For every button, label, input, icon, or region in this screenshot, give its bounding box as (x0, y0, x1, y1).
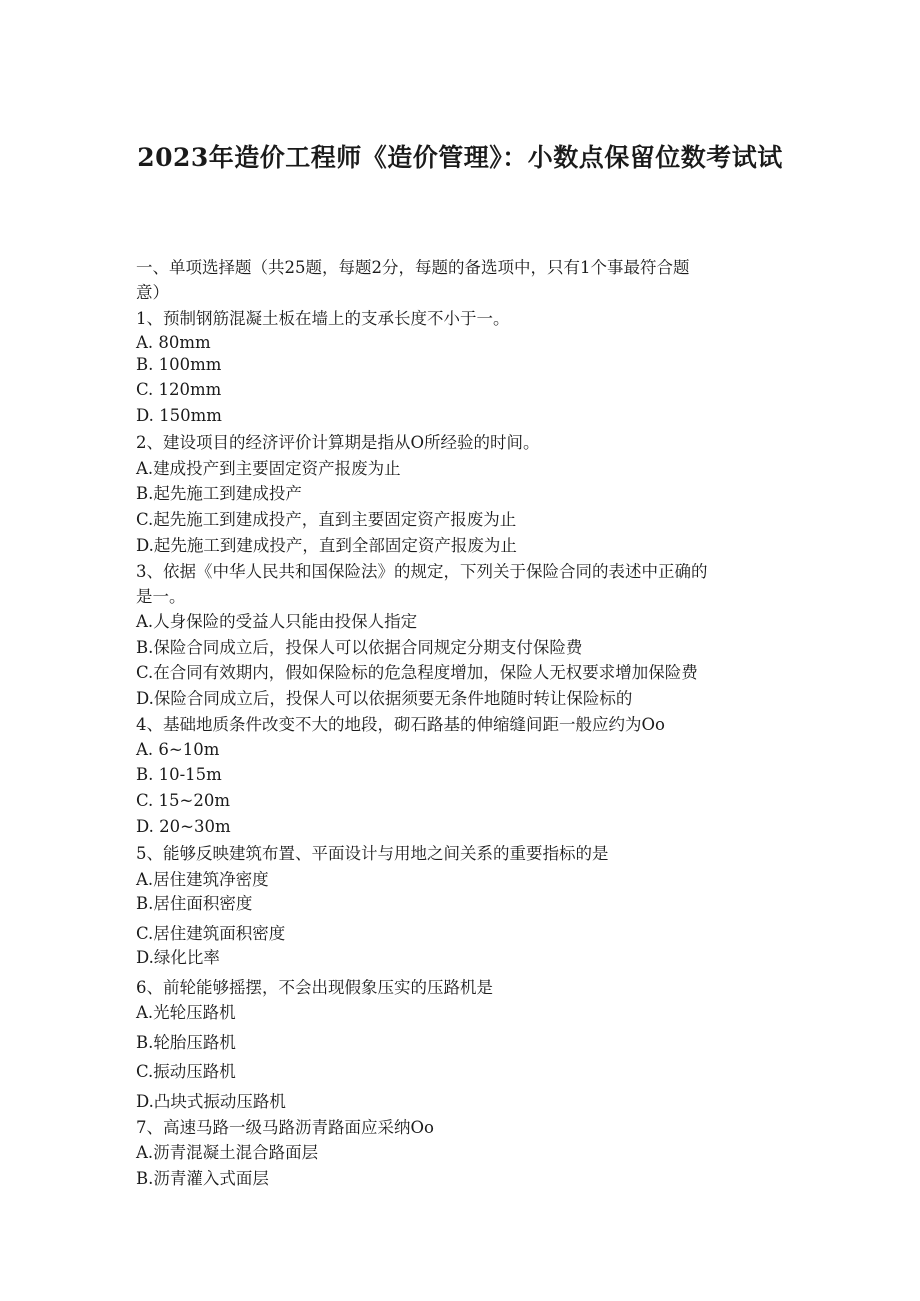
question-1-option-b: B. 100mm (136, 355, 222, 374)
question-2-option-a: A.建成投产到主要固定资产报废为止 (136, 459, 401, 478)
document-title: 2023年造价工程师《造价管理》：小数点保留位数考试试 (137, 143, 783, 172)
question-6-option-b: B.轮胎压路机 (136, 1033, 236, 1052)
question-4-option-c: C. 15~20m (136, 791, 230, 810)
question-3-stem-line-2: 是一。 (136, 587, 186, 606)
question-2-option-d: D.起先施工到建成投产，直到全部固定资产报废为止 (136, 536, 517, 555)
question-6-option-d: D.凸块式振动压路机 (136, 1092, 286, 1111)
question-7-stem: 7、高速马路一级马路沥青路面应采纳Oo (136, 1118, 434, 1137)
question-1-option-d: D. 150mm (136, 406, 222, 425)
question-5-option-a: A.居住建筑净密度 (136, 870, 269, 889)
question-2-option-b: B.起先施工到建成投产 (136, 484, 302, 503)
question-4-option-a: A. 6~10m (136, 740, 220, 759)
question-6-stem: 6、前轮能够摇摆，不会出现假象压实的压路机是 (136, 978, 493, 997)
question-3-option-d: D.保险合同成立后，投保人可以依据须要无条件地随时转让保险标的 (136, 689, 633, 708)
section-heading-line-2: 意） (136, 283, 169, 302)
question-5-option-b: B.居住面积密度 (136, 894, 253, 913)
question-4-option-b: B. 10-15m (136, 765, 222, 784)
question-5-option-d: D.绿化比率 (136, 948, 220, 967)
question-2-stem: 2、建设项目的经济评价计算期是指从O所经验的时间。 (136, 433, 540, 452)
question-7-option-b: B.沥青灌入式面层 (136, 1169, 269, 1188)
question-4-option-d: D. 20~30m (136, 817, 231, 836)
question-5-option-c: C.居住建筑面积密度 (136, 924, 286, 943)
question-3-option-a: A.人身保险的受益人只能由投保人指定 (136, 612, 418, 631)
question-6-option-a: A.光轮压路机 (136, 1003, 236, 1022)
question-6-option-c: C.振动压路机 (136, 1062, 236, 1081)
question-5-stem: 5、能够反映建筑布置、平面设计与用地之间关系的重要指标的是 (136, 844, 609, 863)
question-4-stem: 4、基础地质条件改变不大的地段，砌石路基的伸缩缝间距一般应约为Oo (136, 715, 665, 734)
section-heading-line-1: 一、单项选择题（共25题，每题2分，每题的备选项中，只有1个事最符合题 (136, 258, 690, 277)
question-7-option-a: A.沥青混凝土混合路面层 (136, 1143, 319, 1162)
question-1-option-a: A. 80mm (136, 333, 211, 352)
question-2-option-c: C.起先施工到建成投产，直到主要固定资产报废为止 (136, 510, 517, 529)
question-3-option-c: C.在合同有效期内，假如保险标的危急程度增加，保险人无权要求增加保险费 (136, 663, 698, 682)
question-1-stem: 1、预制钢筋混凝土板在墙上的支承长度不小于一。 (136, 309, 510, 328)
question-1-option-c: C. 120mm (136, 380, 222, 399)
question-3-stem-line-1: 3、依据《中华人民共和国保险法》的规定，下列关于保险合同的表述中正确的 (136, 562, 708, 581)
question-3-option-b: B.保险合同成立后，投保人可以依据合同规定分期支付保险费 (136, 638, 583, 657)
